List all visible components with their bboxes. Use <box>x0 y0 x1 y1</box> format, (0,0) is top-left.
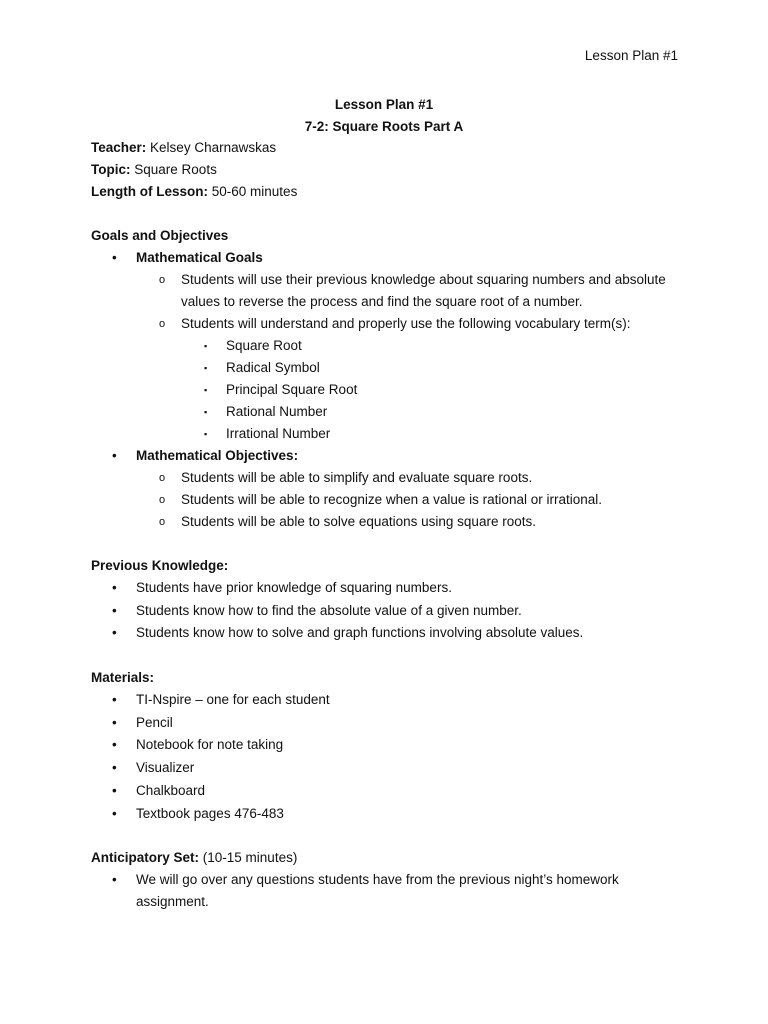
circle-marker: o <box>159 472 166 484</box>
material-item: Notebook for note taking <box>136 737 284 753</box>
list-item <box>91 269 691 313</box>
bullet-marker: • <box>112 805 117 821</box>
previous-knowledge-heading: Previous Knowledge: <box>91 558 229 573</box>
document-body <box>91 137 691 913</box>
list-item <box>91 869 691 913</box>
square-marker: ▪ <box>204 341 208 351</box>
objective-item: Students will be able to simplify and evaluate square roots. <box>181 470 533 485</box>
objective-item: Students will be able to solve equations using square roots. <box>181 514 536 529</box>
material-item: Chalkboard <box>136 782 206 798</box>
circle-marker: o <box>159 516 166 528</box>
knowledge-item: Students know how to find the absolute value of a given number. <box>136 602 522 618</box>
math-goals-label: Mathematical Goals <box>136 250 263 265</box>
bullet-marker: • <box>112 448 117 463</box>
square-marker: ▪ <box>204 385 208 395</box>
list-item <box>91 357 691 379</box>
vocab-item: Principal Square Root <box>226 382 358 397</box>
list-item <box>91 489 691 511</box>
topic-value: Square Roots <box>134 162 217 177</box>
list-item <box>91 247 691 269</box>
material-item: Textbook pages 476-483 <box>136 805 284 821</box>
knowledge-item: Students have prior knowledge of squaring numbers. <box>136 580 452 595</box>
teacher-value: Kelsey Charnawskas <box>150 140 277 155</box>
vocab-item: Irrational Number <box>226 426 331 441</box>
bullet-marker: • <box>112 692 117 708</box>
list-item <box>91 379 691 401</box>
vocab-item: Square Root <box>226 338 302 353</box>
anticipatory-set-line <box>91 847 691 869</box>
list-item <box>91 780 691 803</box>
list-item <box>91 401 691 423</box>
anticipatory-set-value: (10-15 minutes) <box>202 850 298 866</box>
list-item <box>91 577 691 600</box>
running-header: Lesson Plan #1 <box>584 48 678 63</box>
circle-marker: o <box>159 494 166 506</box>
bullet-marker: • <box>112 580 117 595</box>
list-item <box>91 757 691 780</box>
material-item: Pencil <box>136 714 173 730</box>
teacher-label: Teacher: <box>91 140 147 155</box>
math-objectives-label: Mathematical Objectives: <box>136 448 299 463</box>
bullet-marker: • <box>112 782 117 798</box>
topic-label: Topic: <box>91 162 131 177</box>
length-value: 50-60 minutes <box>211 184 298 199</box>
bullet-marker: • <box>112 250 117 265</box>
length-label: Length of Lesson: <box>91 184 208 199</box>
square-marker: ▪ <box>204 429 208 439</box>
circle-marker: o <box>159 274 166 286</box>
bullet-marker: • <box>112 625 117 641</box>
list-item <box>91 423 691 445</box>
anticipatory-set-label: Anticipatory Set: <box>91 850 200 866</box>
previous-knowledge-list <box>91 577 691 645</box>
goals-list <box>91 247 691 533</box>
anticipatory-item: We will go over any questions students have from the previous night’s homework assignment. <box>136 872 619 910</box>
vocab-item: Radical Symbol <box>226 360 320 375</box>
list-item <box>91 622 691 645</box>
square-marker: ▪ <box>204 363 208 373</box>
material-item: TI-Nspire – one for each student <box>136 692 330 708</box>
list-item <box>91 689 691 712</box>
square-marker: ▪ <box>204 407 208 417</box>
document-title <box>0 94 768 138</box>
vocab-item: Rational Number <box>226 404 328 419</box>
length-line <box>91 181 691 203</box>
list-item <box>91 734 691 757</box>
anticipatory-list <box>91 869 691 913</box>
list-item <box>91 600 691 623</box>
topic-line <box>91 159 691 181</box>
material-item: Visualizer <box>136 760 195 776</box>
teacher-line <box>91 137 691 159</box>
circle-marker: o <box>159 318 166 330</box>
title-line-1: Lesson Plan #1 <box>334 97 434 112</box>
materials-heading: Materials: <box>91 670 155 686</box>
list-item <box>91 511 691 533</box>
bullet-marker: • <box>112 602 117 618</box>
bullet-marker: • <box>112 760 117 776</box>
goals-heading: Goals and Objectives <box>91 228 229 243</box>
objective-item: Students will be able to recognize when a value is rational or irrational. <box>181 492 602 507</box>
goal-item: Students will understand and properly use the following vocabulary term(s): <box>181 316 631 331</box>
list-item <box>91 803 691 826</box>
knowledge-item: Students know how to solve and graph functions involving absolute values. <box>136 625 584 641</box>
title-line-2: 7-2: Square Roots Part A <box>304 119 464 134</box>
list-item <box>91 313 691 335</box>
goal-item: Students will use their previous knowledge about squaring numbers and absolute values to reverse the process and find the square root of a number. <box>181 272 666 309</box>
bullet-marker: • <box>112 714 117 730</box>
materials-list <box>91 689 691 825</box>
list-item <box>91 467 691 489</box>
list-item <box>91 335 691 357</box>
bullet-marker: • <box>112 737 117 753</box>
bullet-marker: • <box>112 872 117 888</box>
list-item <box>91 445 691 467</box>
list-item <box>91 712 691 735</box>
